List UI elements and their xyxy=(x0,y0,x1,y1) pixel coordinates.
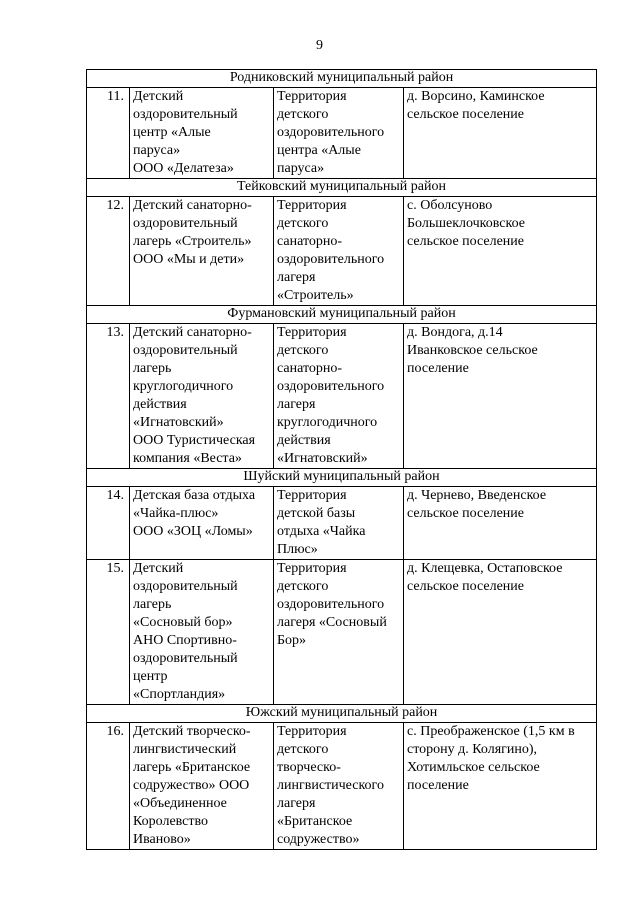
organization-cell-line: лагерь «Строитель» xyxy=(133,234,252,249)
organization-cell-line: Иваново» xyxy=(133,832,191,847)
territory-cell-line: санаторно- xyxy=(277,361,343,376)
organization-cell-line: Детский санаторно- xyxy=(133,325,252,340)
organization-cell-line: АНО Спортивно- xyxy=(133,633,237,648)
district-name: Фурмановский муниципальный район xyxy=(87,306,597,324)
location-cell-line: Иванковское сельское xyxy=(407,343,538,358)
table-row xyxy=(87,487,597,560)
territory-cell-line: Территория xyxy=(277,724,347,739)
territory-cell-line: отдыха «Чайка xyxy=(277,524,366,539)
organization-cell-line: «Сосновый бор» xyxy=(133,615,233,630)
organization-cell-line: компания «Веста» xyxy=(133,451,242,466)
location-cell-line: д. Клещевка, Остаповское xyxy=(407,561,563,576)
territory-cell-line: оздоровительного xyxy=(277,597,385,612)
organization-cell-line: Детская база отдыха xyxy=(133,488,256,503)
table-row xyxy=(87,88,597,179)
row-number: 13. xyxy=(87,324,130,469)
district-header-row xyxy=(87,70,597,88)
location-cell-line: с. Оболсуново xyxy=(407,198,493,213)
district-name: Родниковский муниципальный район xyxy=(87,70,597,88)
organization-cell-line: действия xyxy=(133,397,187,412)
organization-cell-line: круглогодичного xyxy=(133,379,234,394)
row-number: 12. xyxy=(87,197,130,306)
location-cell xyxy=(404,197,597,306)
territory-cell-line: творческо- xyxy=(277,760,341,775)
location-cell xyxy=(404,487,597,560)
location-cell-line: сельское поселение xyxy=(407,234,524,249)
organization-cell-line: лагерь xyxy=(133,361,172,376)
location-cell-line: д. Вондога, д.14 xyxy=(407,325,503,340)
organization-cell xyxy=(130,88,274,179)
location-cell-line: сельское поселение xyxy=(407,107,524,122)
location-cell-line: сторону д. Колягино), xyxy=(407,742,538,757)
organization-cell-line: Детский xyxy=(133,89,184,104)
territory-cell-line: детского xyxy=(277,742,329,757)
territory-cell-line: оздоровительного xyxy=(277,379,385,394)
organization-cell-line: центр «Алые xyxy=(133,125,211,140)
row-number: 14. xyxy=(87,487,130,560)
location-cell-line: Большеклочковское xyxy=(407,216,525,231)
organization-cell-line: ООО «Мы и дети» xyxy=(133,252,245,267)
territory-cell-line: содружество» xyxy=(277,832,360,847)
location-cell xyxy=(404,324,597,469)
territory-cell-line: «Игнатовский» xyxy=(277,451,368,466)
district-header-row xyxy=(87,469,597,487)
organization-cell-line: центр xyxy=(133,669,168,684)
organization-cell-line: лагерь xyxy=(133,597,172,612)
location-cell-line: сельское поселение xyxy=(407,506,524,521)
table-row xyxy=(87,197,597,306)
territory-cell-line: детского xyxy=(277,343,329,358)
organization-cell-line: Детский творческо- xyxy=(133,724,251,739)
district-name: Тейковский муниципальный район xyxy=(87,179,597,197)
territory-cell-line: детского xyxy=(277,107,329,122)
territory-cell-line: «Строитель» xyxy=(277,288,354,303)
organization-cell-line: оздоровительный xyxy=(133,107,238,122)
organization-cell-line: лингвистический xyxy=(133,742,237,757)
organization-cell-line: «Объединенное xyxy=(133,796,227,811)
organization-cell-line: оздоровительный xyxy=(133,651,238,666)
organization-cell-line: ООО Туристическая xyxy=(133,433,256,448)
organization-cell-line: «Спортландия» xyxy=(133,687,226,702)
territory-cell-line: Бор» xyxy=(277,633,307,648)
territory-cell-line: Территория xyxy=(277,198,347,213)
district-name: Шуйский муниципальный район xyxy=(87,469,597,487)
table-row xyxy=(87,324,597,469)
table-row xyxy=(87,723,597,850)
territory-cell-line: лагеря xyxy=(277,796,316,811)
location-cell-line: поселение xyxy=(407,778,469,793)
district-header-row xyxy=(87,306,597,324)
district-header-row xyxy=(87,179,597,197)
row-number: 16. xyxy=(87,723,130,850)
location-cell-line: д. Чернево, Введенское xyxy=(407,488,547,503)
location-cell xyxy=(404,88,597,179)
territory-cell-line: детского xyxy=(277,579,329,594)
territory-cell xyxy=(274,723,404,850)
location-cell-line: поселение xyxy=(407,361,469,376)
organization-cell-line: ООО «Делатеза» xyxy=(133,161,234,176)
territory-cell-line: санаторно- xyxy=(277,234,343,249)
territory-cell-line: Территория xyxy=(277,561,347,576)
organization-cell-line: содружество» ООО xyxy=(133,778,250,793)
territory-cell-line: лингвистического xyxy=(277,778,384,793)
territory-cell-line: круглогодичного xyxy=(277,415,378,430)
territory-cell-line: детской базы xyxy=(277,506,356,521)
territory-cell-line: лагеря xyxy=(277,397,316,412)
district-header-row xyxy=(87,705,597,723)
organization-cell xyxy=(130,723,274,850)
territory-cell-line: детского xyxy=(277,216,329,231)
organization-cell xyxy=(130,487,274,560)
territory-cell-line: паруса» xyxy=(277,161,325,176)
territory-cell-line: Территория xyxy=(277,89,347,104)
row-number: 11. xyxy=(87,88,130,179)
territory-cell-line: «Британское xyxy=(277,814,353,829)
territory-cell-line: Территория xyxy=(277,488,347,503)
organization-cell-line: оздоровительный xyxy=(133,343,238,358)
territory-cell xyxy=(274,324,404,469)
territory-cell xyxy=(274,560,404,705)
camps-table xyxy=(86,69,597,850)
territory-cell-line: Плюс» xyxy=(277,542,318,557)
territory-cell xyxy=(274,88,404,179)
territory-cell-line: Территория xyxy=(277,325,347,340)
location-cell xyxy=(404,723,597,850)
row-number: 15. xyxy=(87,560,130,705)
location-cell-line: Хотимльское сельское xyxy=(407,760,540,775)
territory-cell xyxy=(274,487,404,560)
organization-cell-line: «Чайка-плюс» xyxy=(133,506,219,521)
organization-cell-line: лагерь «Британское xyxy=(133,760,251,775)
location-cell-line: с. Преображенское (1,5 км в xyxy=(407,724,575,739)
territory-cell xyxy=(274,197,404,306)
page-number: 9 xyxy=(316,38,323,53)
organization-cell xyxy=(130,560,274,705)
territory-cell-line: лагеря xyxy=(277,270,316,285)
table-row xyxy=(87,560,597,705)
organization-cell xyxy=(130,324,274,469)
territory-cell-line: оздоровительного xyxy=(277,125,385,140)
location-cell-line: сельское поселение xyxy=(407,579,524,594)
organization-cell-line: паруса» xyxy=(133,143,181,158)
organization-cell-line: «Игнатовский» xyxy=(133,415,224,430)
territory-cell-line: центра «Алые xyxy=(277,143,361,158)
district-name: Южский муниципальный район xyxy=(87,705,597,723)
organization-cell-line: Королевство xyxy=(133,814,209,829)
organization-cell-line: ООО «ЗОЦ «Ломы» xyxy=(133,524,253,539)
territory-cell-line: лагеря «Сосновый xyxy=(277,615,387,630)
organization-cell-line: оздоровительный xyxy=(133,216,238,231)
territory-cell-line: действия xyxy=(277,433,331,448)
location-cell-line: д. Ворсино, Каминское xyxy=(407,89,545,104)
territory-cell-line: оздоровительного xyxy=(277,252,385,267)
organization-cell xyxy=(130,197,274,306)
organization-cell-line: Детский санаторно- xyxy=(133,198,252,213)
organization-cell-line: оздоровительный xyxy=(133,579,238,594)
organization-cell-line: Детский xyxy=(133,561,184,576)
location-cell xyxy=(404,560,597,705)
